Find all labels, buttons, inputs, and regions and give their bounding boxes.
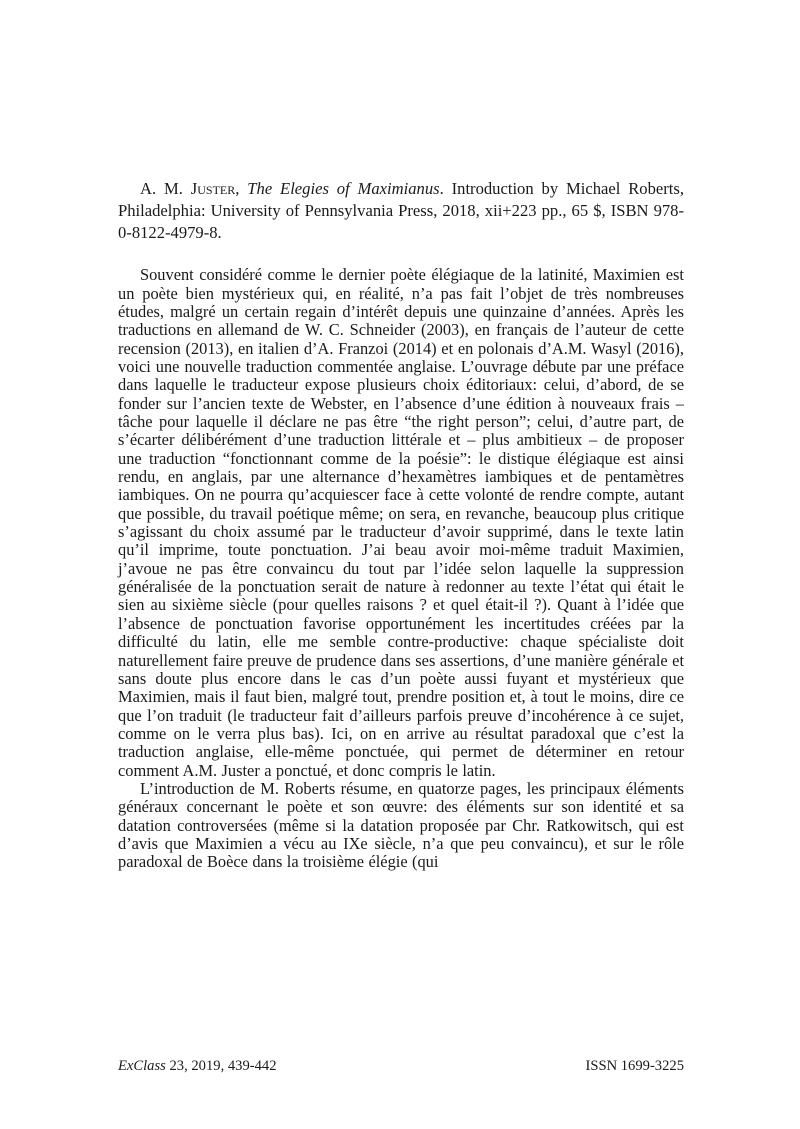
body-paragraph-2: L’introduction de M. Roberts résume, en quatorze pages, les principaux éléments généraux concernant le poète et son œuvre: des éléments sur son identité et sa datation controversées (même si la datation proposée par Chr. Ratkowitsch, qui est d’avis que Maximien a vécu au IXe siècle, n’a que peu convaincu), et sur le rôle paradoxal de Boèce dans la troisième élégie (qui — [118, 778, 684, 872]
bibliographic-heading — [118, 178, 684, 244]
journal-citation-detail: 23, 2019, 439-442 — [165, 1058, 277, 1074]
journal-name: ExClass — [118, 1058, 166, 1074]
author-separator: , — [235, 179, 248, 198]
review-author-first: A. M. — [140, 179, 191, 198]
footer-issn: ISSN 1699-3225 — [585, 1058, 684, 1074]
body-paragraph-1: Souvent considéré comme le dernier poète élégiaque de la latinité, Maximien est un poète bien mystérieux qui, en réalité, n’a pas fait l’objet de très nombreuses études, malgré un certain regain d’intérêt depuis une quinzaine d’années. Après les traductions en allemand de W. C. Schneider (2003), en français de l’auteur de cette recension (2013), en italien d’A. Franzoi (2014) et en polonais d’A.M. Wasyl (2016), voici une nouvelle traduction commentée anglaise. L’ouvrage débute par une préface dans laquelle le traducteur expose plusieurs choix éditoriaux: celui, d’abord, de se fonder sur l’ancien texte de Webster, en l’absence d’une édition à nouveaux frais – tâche pour laquelle il déclare ne pas être “the right person”; celui, d’autre part, de s’écarter délibérément d’une traduction littérale et – plus ambitieux – de proposer une traduction “fonctionnant comme de la poésie”: le distique élégiaque est ainsi rendu, en anglais, par une alternance d’hexamètres iambiques et de pentamètres iambiques. On ne pourra qu’acquiescer face à cette volonté de rendre compte, autant que possible, du travail poétique même; on sera, en revanche, beaucoup plus critique s’agissant du choix assumé par le traducteur d’avoir supprimé, dans le texte latin qu’il imprime, toute ponctuation. J’ai beau avoir moi-même traduit Maximien, j’avoue ne pas être convaincu du tout par l’idée selon laquelle la suppression généralisée de la ponctuation serait de nature à redonner au texte l’état qui était le sien au sixième siècle (pour quelles raisons ? et quel était-il ?). Quant à l’idée que l’absence de ponctuation favorise opportunément les incertitudes créées par la difficulté du latin, elle me semble contre-productive: chaque spécialiste doit naturellement faire preuve de prudence dans ses assertions, d’une manière générale et sans doute plus encore dans le cas d’un poète aussi fuyant et mystérieux que Maximien, mais il faut bien, malgré tout, prendre position et, à tout le moins, dire ce que l’on traduit (le traducteur fait d’ailleurs parfois preuve d’incohérence à ce sujet, comme on le verra plus bas). Ici, on en arrive au résultat paradoxal que c’est la traduction anglaise, elle-même ponctuée, qui permet de déterminer en retour comment A.M. Juster a ponctué, et donc compris le latin. — [118, 265, 684, 780]
footer-journal-citation — [118, 1058, 277, 1075]
page-content — [118, 178, 684, 872]
reviewed-work-title: The Elegies of Maximianus — [247, 179, 440, 198]
review-author-last: Juster — [190, 179, 236, 198]
publication-details: . Introduction by Michael Roberts, Philadelphia: University of Pennsylvania Press, 2018, xii+223 pp., 65 $, ISBN 978-0-8122-4979-8. — [118, 179, 684, 243]
page-footer — [118, 1058, 684, 1075]
